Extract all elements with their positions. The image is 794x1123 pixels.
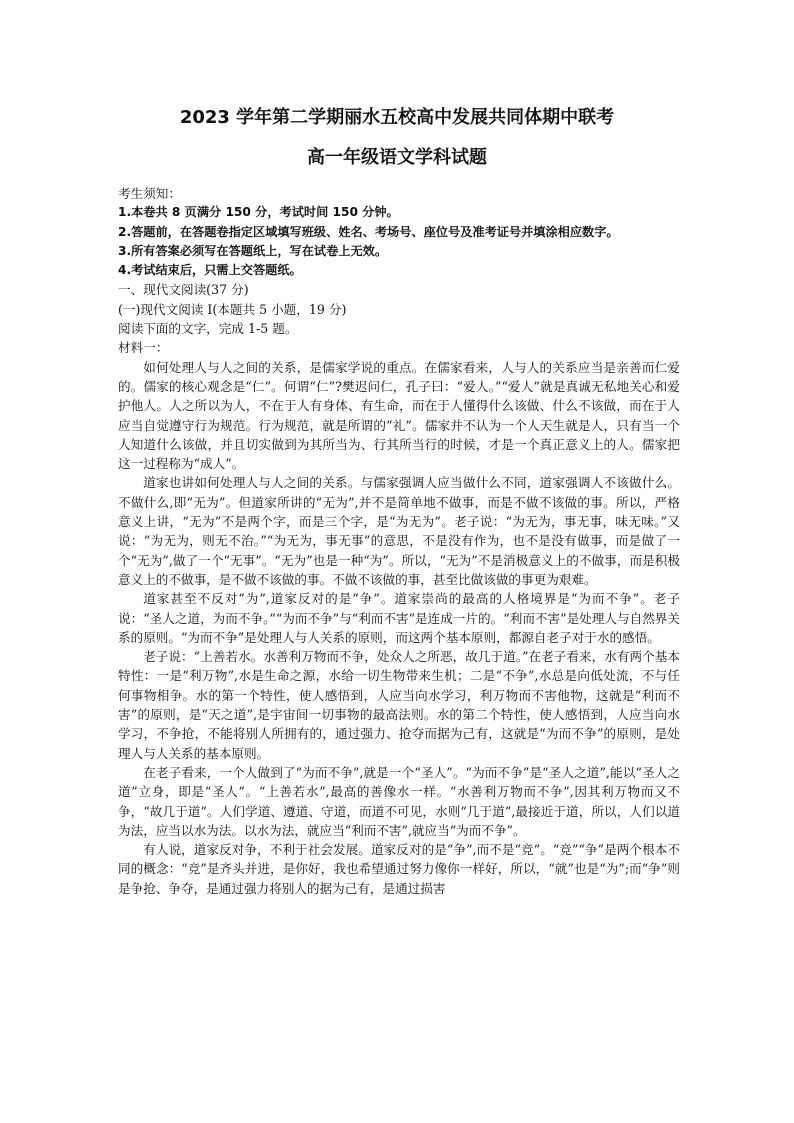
notice-item-1: 1.本卷共 8 页满分 150 分，考试时间 150 分钟。 — [118, 205, 399, 220]
reading-instruction: 阅读下面的文字，完成 1-5 题。 — [118, 321, 298, 337]
exam-title: 2023 学年第二学期丽水五校高中发展共同体期中联考 — [179, 107, 615, 128]
paragraph-4: 老子说：“上善若水。水善利万物而不争，处众人之所恶，故几于道。”在老子看来，水有两个基本特性：一是“利万物”,水是生命之源，水给一切生物带来生机；二是“不争”,水总是向低处流，不与任何事物相争。水的第一个特性，使人感悟到，人应当向水学习，利万物而不害他物，这就是“利而不害”的原则，是“天之道”,是宇宙间一切事物的最高法则。水的第二个特性，使人感悟到，人应当向水学习，不争抢，不能将别人所拥有的，通过强力、抢夺而据为己有，这就是“为而不争”的原则，是处理人与人关系的基本原则。 — [118, 649, 680, 761]
paragraph-2: 道家也讲如何处理人与人之间的关系。与儒家强调人应当做什么不同，道家强调人不该做什么。不做什么,即“无为”。但道家所讲的“无为”,并不是简单地不做事，而是不做不该做的事。所以，严格意义上讲，“无为”不是两个字，而是三个字，是“为无为”。老子说：“为无为，事无事，味无味。”又说：“为无为，则无不治。”“为无为，事无事”的意思，不是没有作为，也不是没有做事，而是做了一个“无为”,做了一个“无事”。“无为”也是一种“为”。所以，“无为”不是消极意义上的不做事，而是积极意义上的不做事，是不做不该做的事。不做不该做的事，甚至比做该做的事更为艰难。 — [118, 475, 680, 587]
notice-item-4: 4.考试结束后，只需上交答题纸。 — [118, 263, 302, 278]
paragraph-6: 有人说，道家反对争，不利于社会发展。道家反对的是“争”,而不是“竞”。“竞”“争”是两个根本不同的概念：“竞”是齐头并进，是你好，我也希望通过努力像你一样好，所以，“就”也是“为”;而“争”则是争抢、争夺，是通过强力将别人的据为己有，是通过损害 — [118, 842, 680, 896]
paragraph-1: 如何处理人与人之间的关系，是儒家学说的重点。在儒家看来，人与人的关系应当是亲善而仁爱的。儒家的核心观念是“仁”。何谓“仁”?樊迟问仁，孔子曰：“爱人。”“爱人”就是真诚无私地关心和爱护他人。人之所以为人，不在于人有身体、有生命，而在于人懂得什么该做、什么不该做，而在于人应当自觉遵守行为规范。行为规范，就是所谓的“礼”。儒家并不认为一个人天生就是人，只有当一个人知道什么该做，并且切实做到为其所当为、行其所当行的时候，才是一个真正意义上的人。儒家把这一过程称为“成人”。 — [118, 359, 680, 472]
sub-section-heading: (一)现代文阅读 I(本题共 5 小题，19 分) — [118, 301, 347, 317]
material-label: 材料一： — [118, 340, 169, 356]
paragraph-5: 在老子看来，一个人做到了“为而不争”,就是一个“圣人”。“为而不争”是“圣人之道”,能以“圣人之道”立身，即是“圣人”。“上善若水”,最高的善像水一样。“水善利万物而不争”,因其利万物而又不争，“故几于道”。人们学道、遵道、守道，而道不可见，水则“几于道”,最接近于道，所以，人们以道为法，应当以水为法。以水为法，就应当“利而不害”,就应当“为而不争”。 — [118, 764, 680, 838]
notice-item-3: 3.所有答案必须写在答题纸上，写在试卷上无效。 — [118, 243, 388, 258]
exam-subtitle: 高一年级语文学科试题 — [307, 147, 487, 168]
paragraph-3: 道家甚至不反对“为”,道家反对的是“争”。道家崇尚的最高的人格境界是“为而不争”。老子说：“圣人之道，为而不争。”“为而不争”与“利而不害”是连成一片的。“利而不害”是处理人与自然界关系的原则。“为而不争”是处理人与人关系的原则，而这两个基本原则，都源自老子对于水的感悟。 — [118, 591, 680, 645]
document-body — [118, 184, 680, 898]
notice-item-2: 2.答题前，在答题卷指定区域填写班级、姓名、考场号、座位号及准考证号并填涂相应数字。 — [118, 224, 619, 239]
section-heading: 一、现代文阅读(37 分) — [118, 282, 249, 298]
notice-heading: 考生须知： — [118, 186, 181, 201]
